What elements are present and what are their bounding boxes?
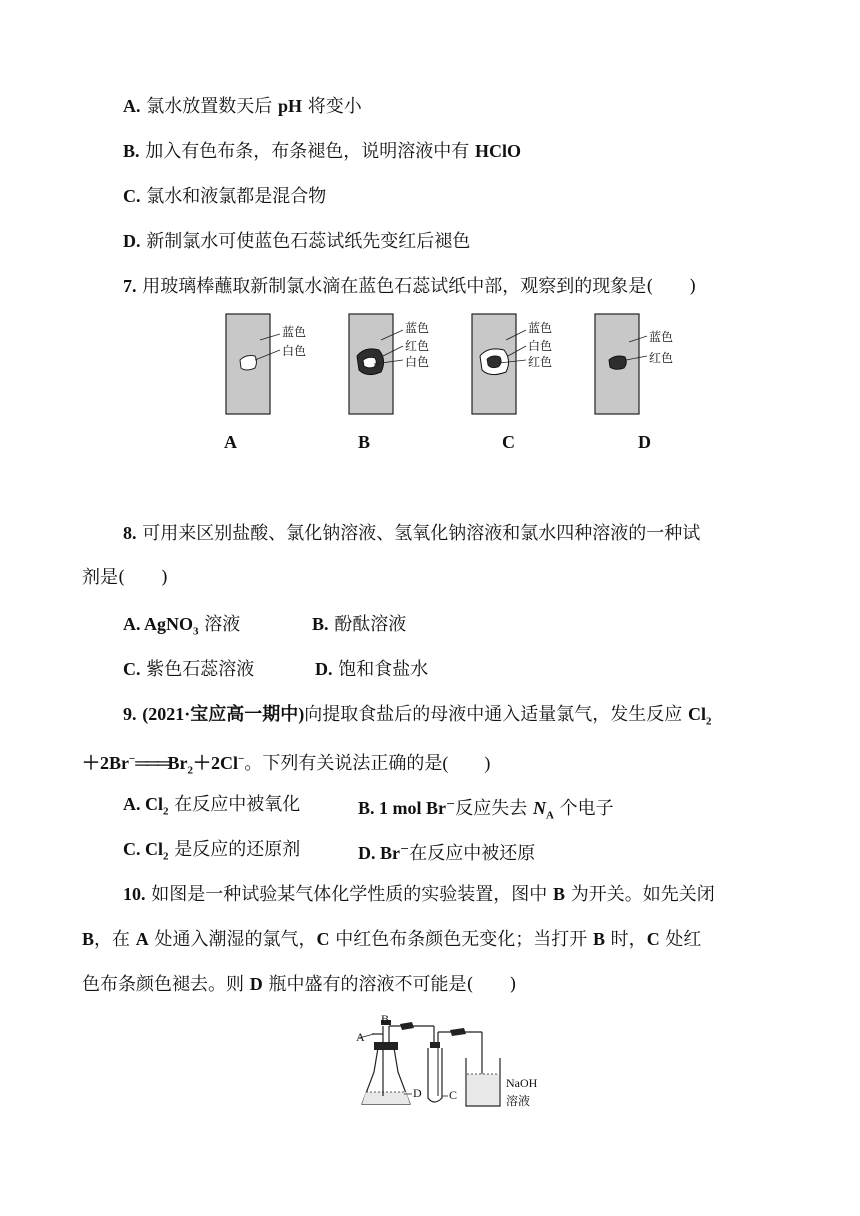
fig-b-label-white: 白色 — [405, 355, 430, 369]
q6-option-a: A. 氯水放置数天后 pH 将变小 — [123, 96, 362, 117]
fig-b-label-red: 红色 — [405, 339, 430, 353]
q8-option-c: C. 紫色石蕊溶液 — [123, 659, 255, 680]
fig-d-caption: D — [638, 432, 651, 452]
q8-option-a: A. AgNO$_3$ 溶液 — [123, 614, 241, 638]
q9-stem-line1: 9. (2021·宝应高一期中)向提取食盐后的母液中通入适量氯气，发生反应 $Cl_2$ — [123, 704, 712, 728]
apparatus-label-a: A — [356, 1030, 365, 1044]
fig-a-label-blue: 蓝色 — [282, 325, 307, 339]
q10-stem-line1: 10. 如图是一种试验某气体化学性质的实验装置，图中 B 为开关。如先关闭 — [123, 884, 715, 905]
fig-c-label-white: 白色 — [528, 339, 553, 353]
fig-b-label-blue: 蓝色 — [405, 321, 430, 335]
fig-a-label-white: 白色 — [282, 344, 307, 358]
q8-stem-line2: 剂是( ) — [82, 567, 169, 588]
fig-c-label-blue: 蓝色 — [528, 321, 553, 335]
apparatus-label-c: C — [449, 1088, 458, 1102]
apparatus-label-naoh: NaOH — [506, 1076, 538, 1090]
q8-stem-line1: 8. 可用来区别盐酸、氯化钠溶液、氢氧化钠溶液和氯水四种溶液的一种试 — [123, 523, 701, 544]
fig-d-label-blue: 蓝色 — [649, 330, 674, 344]
apparatus-label-d: D — [413, 1086, 422, 1100]
q10-stem-line3: 色布条颜色褪去。则 D 瓶中盛有的溶液不可能是( ) — [82, 974, 517, 995]
q6-option-b: B. 加入有色布条，布条褪色，说明溶液中有 HClO — [123, 141, 521, 162]
fig-c-label-red: 红色 — [528, 355, 553, 369]
fig-d-label-red: 红色 — [649, 351, 674, 365]
apparatus-diagram — [354, 1012, 564, 1112]
apparatus-label-b: B — [381, 1012, 390, 1026]
fig-a-caption: A — [224, 432, 237, 452]
q9-option-c: C. $Cl_2$ 是反应的还原剂 — [123, 839, 301, 863]
q9-option-b: B. 1 mol Br−反应失去 $N_A$ 个电子 — [358, 797, 614, 822]
fig-c-caption: C — [502, 432, 515, 452]
q8-option-b: B. 酚酞溶液 — [312, 614, 407, 635]
q10-stem-line2: B，在 A 处通入潮湿的氯气，C 中红色布条颜色无变化；当打开 B 时，C 处红 — [82, 929, 702, 950]
q9-stem-line2: $+2Br^-═══Br_2+2Cl^-$。下列有关说法正确的是( ) — [82, 753, 491, 777]
q9-option-d: D. Br−在反应中被还原 — [358, 842, 536, 864]
q7-stem: 7. 用玻璃棒蘸取新制氯水滴在蓝色石蕊试纸中部，观察到的现象是( ) — [123, 276, 697, 297]
q9-option-a: A. $Cl_2$ 在反应中被氧化 — [123, 794, 301, 818]
q6-option-d: D. 新制氯水可使蓝色石蕊试纸先变红后褪色 — [123, 231, 471, 252]
q6-option-c: C. 氯水和液氯都是混合物 — [123, 186, 327, 207]
fig-b-caption: B — [358, 432, 371, 452]
q8-option-d: D. 饱和食盐水 — [315, 659, 429, 680]
apparatus-label-solution: 溶液 — [506, 1094, 531, 1108]
